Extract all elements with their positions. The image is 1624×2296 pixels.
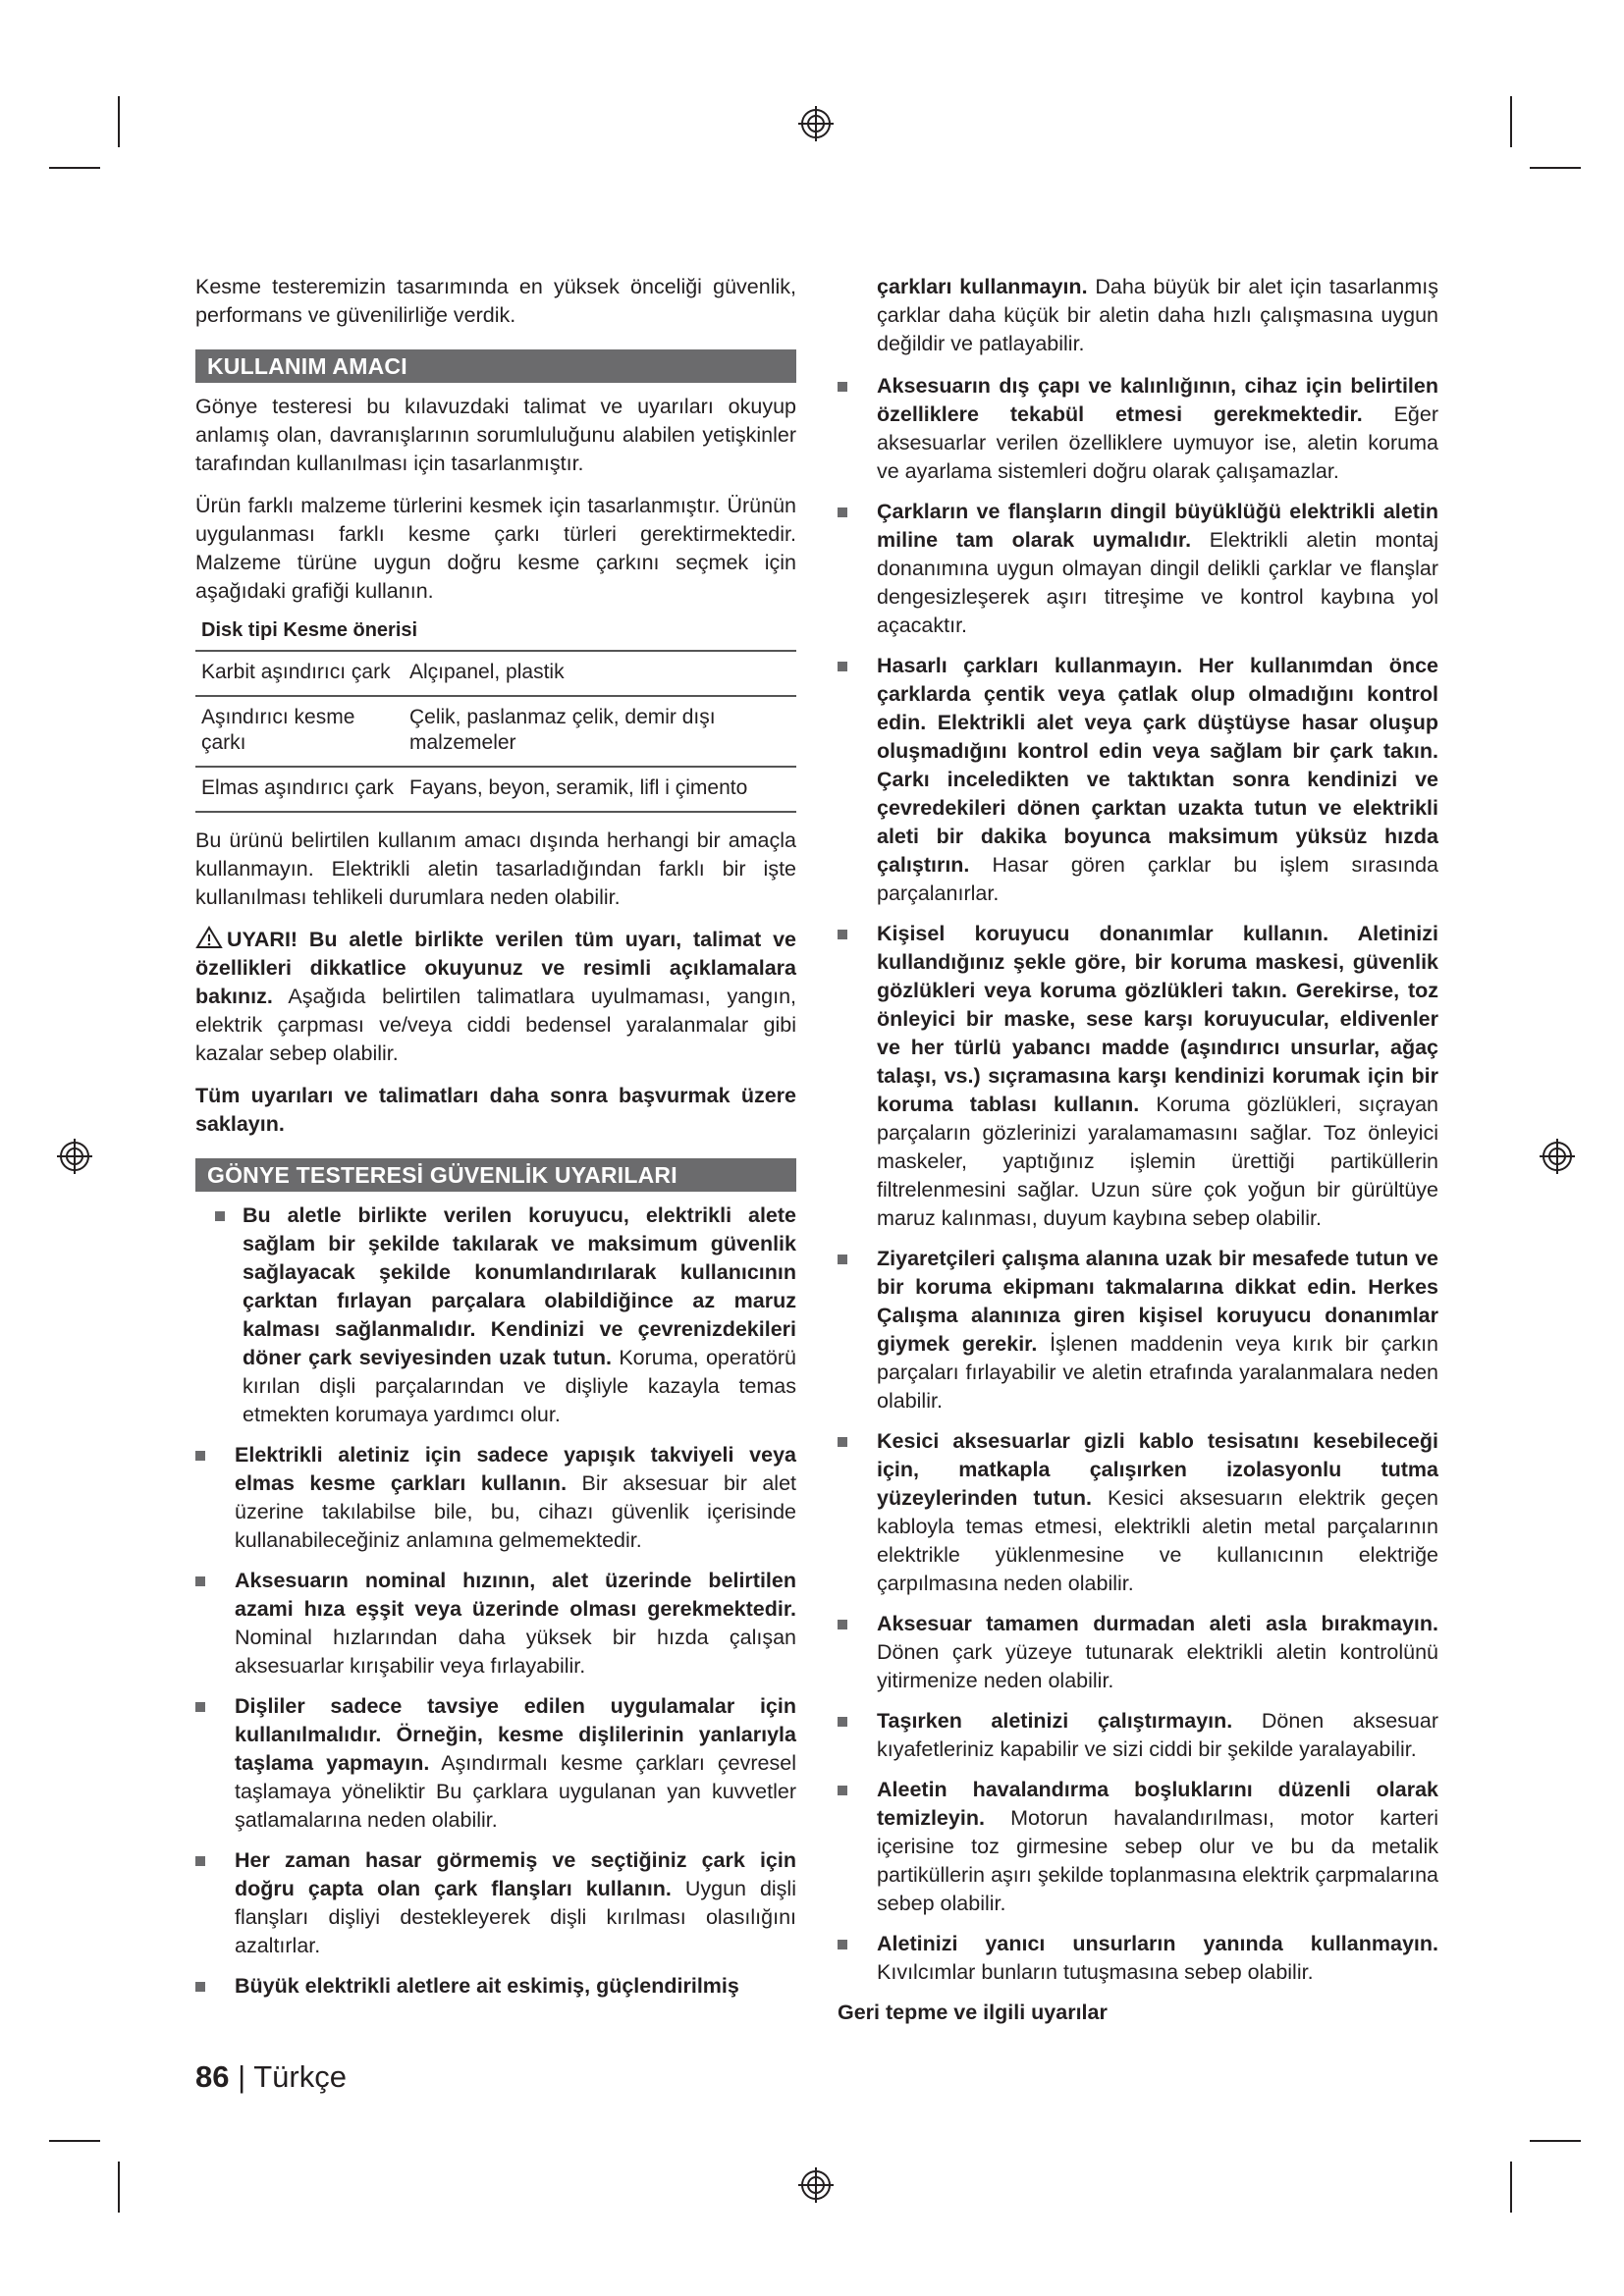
bullet-square-icon (838, 1717, 847, 1727)
warning-normal-text: Aşağıda belirtilen talimatlara uyulmaması, yangın, elektrik çarpması ve/veya ciddi bedensel yaralanmalar gibi kazalar sebep olabilir. (195, 985, 796, 1065)
right-bullet-list (838, 372, 1438, 1987)
keep-instructions-text: Tüm uyarıları ve talimatları daha sonra başvurmak üzere saklayın. (195, 1084, 796, 1136)
registration-mark-icon (1538, 1137, 1577, 1176)
list-item (838, 498, 1438, 640)
registration-mark-icon (55, 1137, 94, 1176)
list-item (838, 1707, 1438, 1764)
bullet-normal-text: Kesici aksesuarın elektrik geçen kabloyla temas etmesi, elektrikli aletin metal parçalarının elektrikle yüklenmesine ve kullanıcının elektriğe çarpılmasına neden olabilir. (877, 1486, 1438, 1595)
bullet-bold-text: Aleetin havalandırma boşluklarını düzenli olarak temizleyin. (877, 1778, 1438, 1830)
kickback-subheading (838, 1999, 1438, 2027)
bullet-square-icon (838, 507, 847, 517)
bullet-bold-text: Taşırken aletinizi çalıştırmayın. (877, 1709, 1233, 1733)
disk-recommendation-table (195, 619, 796, 813)
bullet-square-icon (838, 1940, 847, 1949)
bullet-normal-text: Aşındırmalı kesme çarkları çevresel taşlamaya yöneliktir Bu çarklara uygulanan yan kuvvetler şatlamalarına neden olabilir. (235, 1751, 796, 1832)
bullet-normal-text: Dönen çark yüzeye tutunarak elektrikli aletin kontrolünü yitirmenize neden olabilir. (877, 1640, 1438, 1692)
bullet-square-icon (838, 1437, 847, 1447)
table-caption: Disk tipi Kesme önerisi (201, 619, 418, 641)
bullet-square-icon (195, 1451, 205, 1461)
bullet-normal-text: Hasar gören çarklar bu işlem sırasında parçalanırlar. (877, 853, 1438, 905)
list-item (838, 920, 1438, 1233)
footer-language: Türkçe (253, 2059, 347, 2094)
bullet-bold-text: Aletinizi yanıcı unsurların yanında kullanmayın. (877, 1932, 1438, 1955)
disk-type-cell: Karbit aşındırıcı çark (195, 651, 404, 696)
bullet-bold-text: Hasarlı çarkları kullanmayın. Her kullanımdan önce çarklarda çentik veya çatlak olup olmadığını kontrol edin. Elektrikli alet veya çark düştüyse hasar oluşup oluşmadığını kontrol edin veya sağlam bir çark takın. Çarkı inceledikten ve taktıktan sonra kendinizi ve çevredekileri dönen çarktan uzakta tutun ve elektrikli aleti bir dakika boyunca maksimum yüksüz hızda çalıştırın. (877, 654, 1438, 877)
list-item (838, 1930, 1438, 1987)
list-item (195, 1441, 796, 1555)
keep-instructions (195, 1082, 796, 1139)
list-item (838, 1776, 1438, 1918)
disk-type-cell: Elmas aşındırıcı çark (195, 767, 404, 812)
list-item (838, 372, 1438, 486)
bullet-square-icon (215, 1211, 225, 1221)
list-item (838, 1610, 1438, 1695)
table-row (195, 767, 796, 812)
bullet-bold-text: Elektrikli aletiniz için sadece yapışık takviyeli veya elmas kesme çarkları kullanın. (235, 1443, 796, 1495)
intro-paragraph: Kesme testeremizin tasarımında en yüksek önceliği güvenlik, performans ve güvenilirliğe verdik. (195, 275, 796, 327)
disk-use-cell: Fayans, beyon, seramik, lifl i çimento (404, 767, 796, 812)
list-item (195, 1567, 796, 1681)
bullet-bold-text: Çarkların ve flanşların dingil büyüklüğü elektrikli aletin miline tam olarak uymalıdır. (877, 500, 1438, 552)
list-item (195, 1972, 796, 2001)
section-heading-usage: KULLANIM AMACI (195, 349, 796, 383)
left-bullet-list (195, 1201, 796, 2001)
bullet-normal-text: Kıvılcımlar bunların tutuşmasına sebep olabilir. (877, 1960, 1314, 1984)
table-row (195, 651, 796, 696)
bullet-bold-text: Aksesuarın dış çapı ve kalınlığının, cihaz için belirtilen özelliklere tekabül etmesi gerekmektedir. (877, 374, 1438, 426)
bullet-bold-text: Büyük elektrikli aletlere ait eskimiş, güçlendirilmiş (235, 1974, 739, 1998)
section-heading-safety: GÖNYE TESTERESİ GÜVENLİK UYARILARI (195, 1158, 796, 1192)
list-item (838, 652, 1438, 908)
usage-paragraph-2: Ürün farklı malzeme türlerini kesmek için tasarlanmıştır. Ürünün uygulanması farklı kesme çarkı türleri gerektirmektedir. Malzeme türüne uygun doğru kesme çarkını seçmek için aşağıdaki grafiği kullanın. (195, 494, 796, 603)
bullet-normal-text: Koruma, operatörü kırılan dişli parçalarından ve dişliyle kazayla temas etmekten korumaya yardımcı olur. (243, 1346, 796, 1426)
list-item (838, 1427, 1438, 1598)
right-column (838, 273, 1438, 2027)
crop-mark (1530, 167, 1581, 169)
list-item (195, 1846, 796, 1960)
registration-mark-icon (796, 2165, 836, 2205)
crop-mark (118, 96, 120, 147)
bullet-normal-text: Elektrikli aletin montaj donanımına uygun olmayan dingil delikli çarklar ve flanşlar dengesizleşerek aşırı titreşime ve kontrol kaybına yol açacaktır. (877, 528, 1439, 637)
left-column (195, 273, 796, 2012)
bullet-square-icon (838, 662, 847, 671)
bullet-normal-text: Bir aksesuar bir alet üzerine takılabilse bile, bu, cihazı güvenlik içerisinde kullanabileceğiniz anlamına gelmemektedir. (235, 1471, 797, 1552)
footer-separator: | (229, 2059, 254, 2094)
bullet-square-icon (838, 930, 847, 939)
bullet-normal-text: Dönen aksesuar kıyafetleriniz kapabilir ve sizi ciddi bir şekilde yaralayabilir. (877, 1709, 1438, 1761)
bullet-bold-text: Her zaman hasar görmemiş ve seçtiğiniz çark için doğru çapta olan çark flanşları kullanın. (235, 1848, 796, 1900)
bullet-square-icon (195, 1856, 205, 1866)
page-number: 86 (195, 2059, 230, 2094)
list-item (195, 1692, 796, 1835)
disk-type-cell: Aşındırıcı kesme çarkı (195, 696, 404, 767)
bullet-square-icon (195, 1982, 205, 1992)
bullet-bold-text: Ziyaretçileri çalışma alanına uzak bir mesafede tutun ve bir koruma ekipmanı takmalarına dikkat edin. Herkes Çalışma alanınıza giren kişisel koruyucu donanımlar giymek gerekir. (877, 1247, 1438, 1356)
bullet-bold-text: Aksesuar tamamen durmadan aleti asla bırakmayın. (877, 1612, 1438, 1635)
registration-mark-icon (796, 104, 836, 143)
bullet-square-icon (195, 1702, 205, 1712)
bullet-normal-text: Nominal hızlarından daha yüksek bir hızda çalışan aksesuarlar kırışabilir veya fırlayabilir. (235, 1626, 796, 1678)
bullet-bold-text: Kesici aksesuarlar gizli kablo tesisatını kesebileceği için, matkapla çalışırken izolasyonlu tutma yüzeylerinden tutun. (877, 1429, 1438, 1510)
crop-mark (1530, 2140, 1581, 2142)
list-item (195, 1201, 796, 1429)
disk-use-cell: Alçıpanel, plastik (404, 651, 796, 696)
bullet-square-icon (838, 1255, 847, 1264)
usage-paragraph-1: Gönye testeresi bu kılavuzdaki talimat ve uyarıları okuyup anlamış olan, davranışlarının sorumluluğunu alabilen yetişkinler tarafından kullanılması için tasarlanmıştır. (195, 395, 796, 475)
crop-mark (49, 167, 100, 169)
bullet-bold-text: Aksesuarın nominal hızının, alet üzerinde belirtilen azami hıza eşşit veya üzerinde olması gerekmektedir. (235, 1569, 796, 1621)
page-footer (195, 2057, 347, 2097)
misuse-paragraph: Bu ürünü belirtilen kullanım amacı dışında herhangi bir amaçla kullanmayın. Elektrikli aletin tasarladığından farklı bir işte kullanılması tehlikeli durumlara neden olabilir. (195, 828, 796, 909)
disk-use-cell: Çelik, paslanmaz çelik, demir dışı malzemeler (404, 696, 796, 767)
bullet-square-icon (838, 1620, 847, 1629)
bullet-normal-text: Motorun havalandırılması, motor karteri içerisine toz girmesine sebep olur ve bu da metalik partiküllerin aşırı şekilde toplanmasına elektrik çarpmalarına sebep olabilir. (877, 1806, 1438, 1915)
bullet-normal-text: İşlenen maddenin veya kırık bir çarkın parçaları fırlayabilir ve aletin etrafında yaralanmalara neden olabilir. (877, 1332, 1438, 1413)
continued-bold-text: çarkları kullanmayın. (877, 275, 1088, 298)
bullet-bold-text: Kişisel koruyucu donanımlar kullanın. Aletinizi kullandığınız şekle göre, bir koruma maskesi, güvenlik gözlükleri veya koruma gözlükleri takın. Gerekirse, toz önleyici bir maske, sese karşı koruyucular, eldivenler ve her türlü yabancı madde (aşındırıcı unsurlar, ağaç talaşı, vs.) sıçramasına karşı kendinizi korumak için bir koruma tablası kullanın. (877, 922, 1438, 1116)
warning-bold-text: UYARI! Bu aletle birlikte verilen tüm uyarı, talimat ve özellikleri dikkatlice okuyunuz ve resimli açıklamalara bakınız. (195, 928, 796, 1008)
bullet-bold-text: Bu aletle birlikte verilen koruyucu, elektrikli alete sağlam bir şekilde takılarak ve maksimum güvenlik sağlayacak şekilde konumlandırılarak kullanıcının çarktan fırlayan parçalara olabildiğince az maruz kalması sağlanmalıdır. Kendinizi ve çevrenizdekileri döner çark seviyesinden uzak tutun. (243, 1203, 796, 1369)
bullet-normal-text: Koruma gözlükleri, sıçrayan parçaların gözlerinizi yaralamamasını sağlar. Toz önleyici maskeler, yaptığınız işlemin ürettiği partiküllerin filtrelenmesini sağlar. Uzun süre çok yoğun bir gürültüye maruz kalınması, duyum kaybına sebep olabilir. (877, 1093, 1439, 1230)
bullet-square-icon (838, 1786, 847, 1795)
table-row (195, 696, 796, 767)
bullet-bold-text: Dişliler sadece tavsiye edilen uygulamalar için kullanılmalıdır. Örneğin, kesme dişlilerinin yanlarıyla taşlama yapmayın. (235, 1694, 796, 1775)
bullet-square-icon (195, 1576, 205, 1586)
continued-normal-text: Daha büyük bir alet için tasarlanmış çarklar daha küçük bir aletin daha hızlı çalışmasına uygun değildir ve patlayabilir. (877, 275, 1438, 355)
kickback-subheading-text: Geri tepme ve ilgili uyarılar (838, 2001, 1108, 2024)
bullet-normal-text: Eğer aksesuarlar verilen özelliklere uymuyor ise, aletin koruma ve ayarlama sistemleri doğru olarak çalışamazlar. (877, 402, 1438, 483)
continued-paragraph (838, 273, 1438, 358)
crop-mark (1510, 96, 1512, 147)
warning-triangle-icon (195, 926, 223, 949)
crop-mark (49, 2140, 100, 2142)
warning-paragraph (195, 926, 796, 1068)
bullet-square-icon (838, 382, 847, 392)
crop-mark (1510, 2162, 1512, 2213)
crop-mark (118, 2162, 120, 2213)
list-item (838, 1245, 1438, 1415)
bullet-normal-text: Uygun dişli flanşları dişliyi destekleyerek dişli kırılması olasılığını azaltırlar. (235, 1877, 796, 1957)
